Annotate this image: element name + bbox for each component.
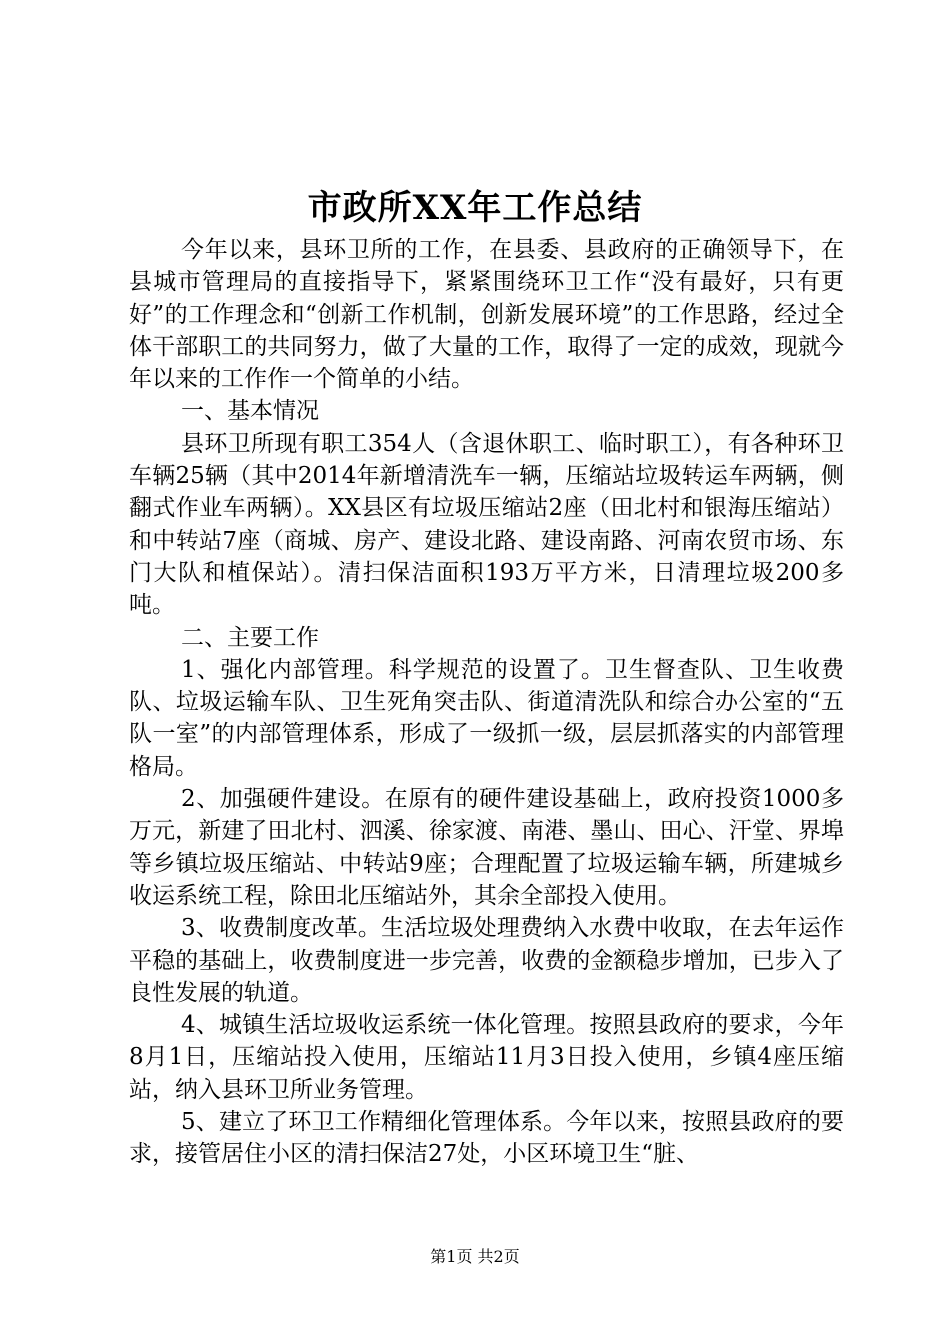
work-item-4: 4、城镇生活垃圾收运系统一体化管理。按照县政府的要求，今年8月1日，压缩站投入使用，压缩站11月3日投入使用，乡镇4座压缩站，纳入县环卫所业务管理。 <box>129 1012 844 1103</box>
work-item-1: 1、强化内部管理。科学规范的设置了。卫生督查队、卫生收费队、垃圾运输车队、卫生死角突击队、街道清洗队和综合办公室的“五队一室”的内部管理体系，形成了一级抓一级，层层抓落实的内部管理格局。 <box>129 656 844 780</box>
document-title: 市政所XX年工作总结 <box>307 188 643 228</box>
basic-situation-paragraph: 县环卫所现有职工354人（含退休职工、临时职工），有各种环卫车辆25辆（其中2014年新增清洗车一辆，压缩站垃圾转运车两辆，侧翻式作业车两辆）。XX县区有垃圾压缩站2座（田北村和银海压缩站）和中转站7座（商城、房产、建设北路、建设南路、河南农贸市场、东门大队和植保站）。清扫保洁面积193万平方米，日清理垃圾200多吨。 <box>129 430 844 619</box>
section-heading-main-work: 二、主要工作 <box>181 624 319 651</box>
work-item-5: 5、建立了环卫工作精细化管理体系。今年以来，按照县政府的要求，接管居住小区的清扫保洁27处，小区环境卫生“脏、 <box>129 1109 844 1168</box>
work-item-2: 2、加强硬件建设。在原有的硬件建设基础上，政府投资1000多万元，新建了田北村、泗溪、徐家渡、南港、墨山、田心、汗堂、界埠等乡镇垃圾压缩站、中转站9座；合理配置了垃圾运输车辆，所建城乡收运系统工程，除田北压缩站外，其余全部投入使用。 <box>129 786 844 909</box>
work-item-3: 3、收费制度改革。生活垃圾处理费纳入水费中收取，在去年运作平稳的基础上，收费制度进一步完善，收费的金额稳步增加，已步入了良性发展的轨道。 <box>129 915 844 1006</box>
document-body <box>129 234 844 1171</box>
intro-paragraph: 今年以来，县环卫所的工作，在县委、县政府的正确领导下，在县城市管理局的直接指导下，紧紧围绕环卫工作“没有最好，只有更好”的工作理念和“创新工作机制，创新发展环境”的工作思路，经过全体干部职工的共同努力，做了大量的工作，取得了一定的成效，现就今年以来的工作作一个简单的小结。 <box>129 237 844 393</box>
page-footer: 第1页 共2页 <box>430 1247 520 1266</box>
section-heading-basic: 一、基本情况 <box>181 398 319 425</box>
